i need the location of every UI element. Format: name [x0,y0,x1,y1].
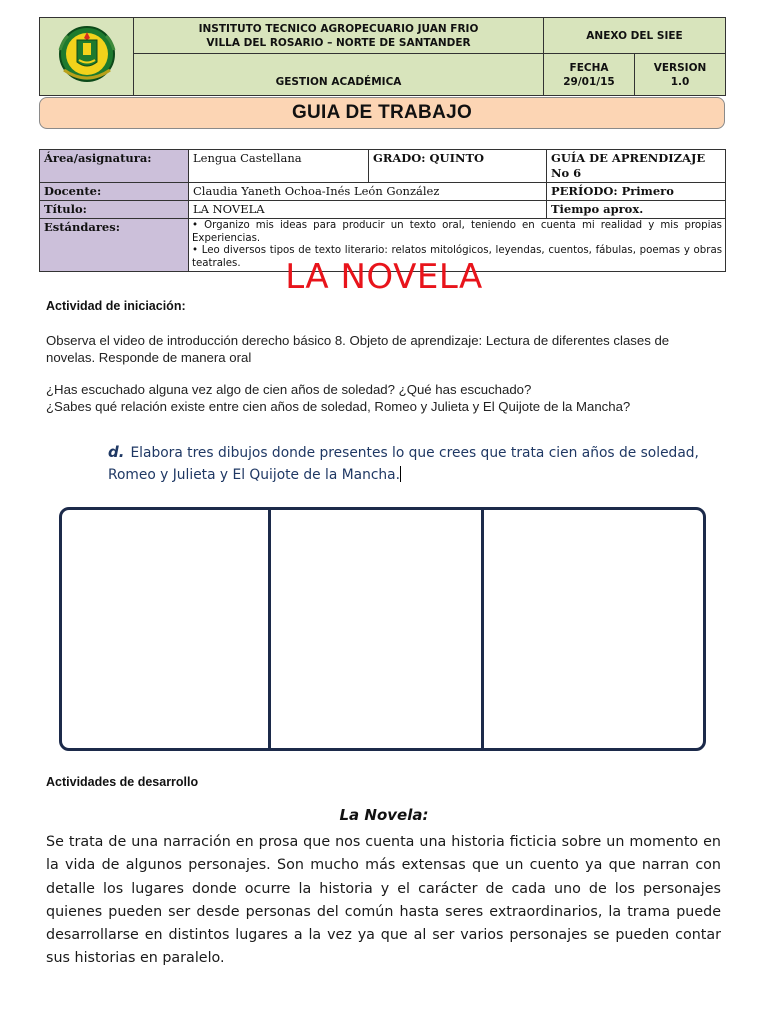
logo-cell [40,18,134,96]
version-cell [635,54,726,96]
development-heading: Actividades de desarrollo [46,775,199,789]
drawing-boxes [59,507,706,751]
initiation-question-1: ¿Has escuchado alguna vez algo de cien años de soledad? ¿Qué has escuchado? [46,382,532,397]
standard-item: • Leo diversos tipos de texto literario: relatos mitológicos, leyendas, cuentos, fábulas, poemas y obras teatrales. [192,245,722,269]
standard-item: • Organizo mis ideas para producir un texto oral, teniendo en cuenta mi realidad y mis propias Experiencias. [192,220,722,244]
area-value: Lengua Castellana [189,150,369,183]
date-label: FECHA [569,61,609,74]
school-crest-icon [52,20,122,90]
subject-info-table [39,149,726,272]
worksheet-banner: GUIA DE TRABAJO [39,97,725,129]
initiation-paragraph: Observa el video de introducción derecho básico 8. Objeto de aprendizaje: Lectura de diferentes clases de novelas. Responde de manera oral [46,333,670,365]
novel-subtitle: La Novela: [339,806,429,824]
title-value: LA NOVELA [189,201,547,219]
task-letter: d. [108,443,125,461]
title-label: Título: [40,201,189,219]
area-cell: GESTION ACADÉMICA [134,54,544,96]
novel-definition: Se trata de una narración en prosa que nos cuenta una historia ficticia sobre un momento en la vida de algunos personajes. Son mucho más extensas que un cuento ya que narran con detalle los lugares donde ocurre la historia y el carácter de cada uno de los personajes quienes pueden ser desde personas del común hasta seres extraordinarios, la trama puede desarrollarse en distintos lugares a la vez ya que al ser varios personajes se pueden contar sus historias en paralelo. [46,834,721,967]
time-value: Tiempo aprox. [547,201,726,219]
area-label: Área/asignatura: [40,150,189,183]
version-label: VERSION [653,61,707,74]
task-text: Elabora tres dibujos donde presentes lo que crees que trata cien años de soledad, Romeo y Julieta y El Quijote de la Mancha. [108,445,699,483]
main-title: LA NOVELA [285,257,483,297]
teacher-label: Docente: [40,183,189,201]
date-value: 29/01/15 [563,75,615,88]
drawing-box-3 [481,510,703,748]
version-value: 1.0 [670,75,690,88]
institution-location: VILLA DEL ROSARIO – NORTE DE SANTANDER [206,36,471,49]
standards-label: Estándares: [40,219,189,272]
date-cell [544,54,635,96]
guide-number: GUÍA DE APRENDIZAJE No 6 [547,150,726,183]
institution-name: INSTITUTO TECNICO AGROPECUARIO JUAN FRIO [198,22,479,35]
document-header [39,17,726,96]
drawing-box-1 [62,510,268,748]
initiation-question-2: ¿Sabes qué relación existe entre cien años de soledad, Romeo y Julieta y El Quijote de la Mancha? [46,399,631,414]
teacher-value: Claudia Yaneth Ochoa-Inés León González [189,183,547,201]
grade-value: GRADO: QUINTO [369,150,547,183]
annex-cell: ANEXO DEL SIEE [544,18,726,54]
drawing-box-2 [268,510,481,748]
drawing-task [108,441,713,486]
text-cursor [400,466,401,482]
initiation-heading: Actividad de iniciación: [46,299,186,313]
institution-cell [134,18,544,54]
period-value: PERÍODO: Primero [547,183,726,201]
